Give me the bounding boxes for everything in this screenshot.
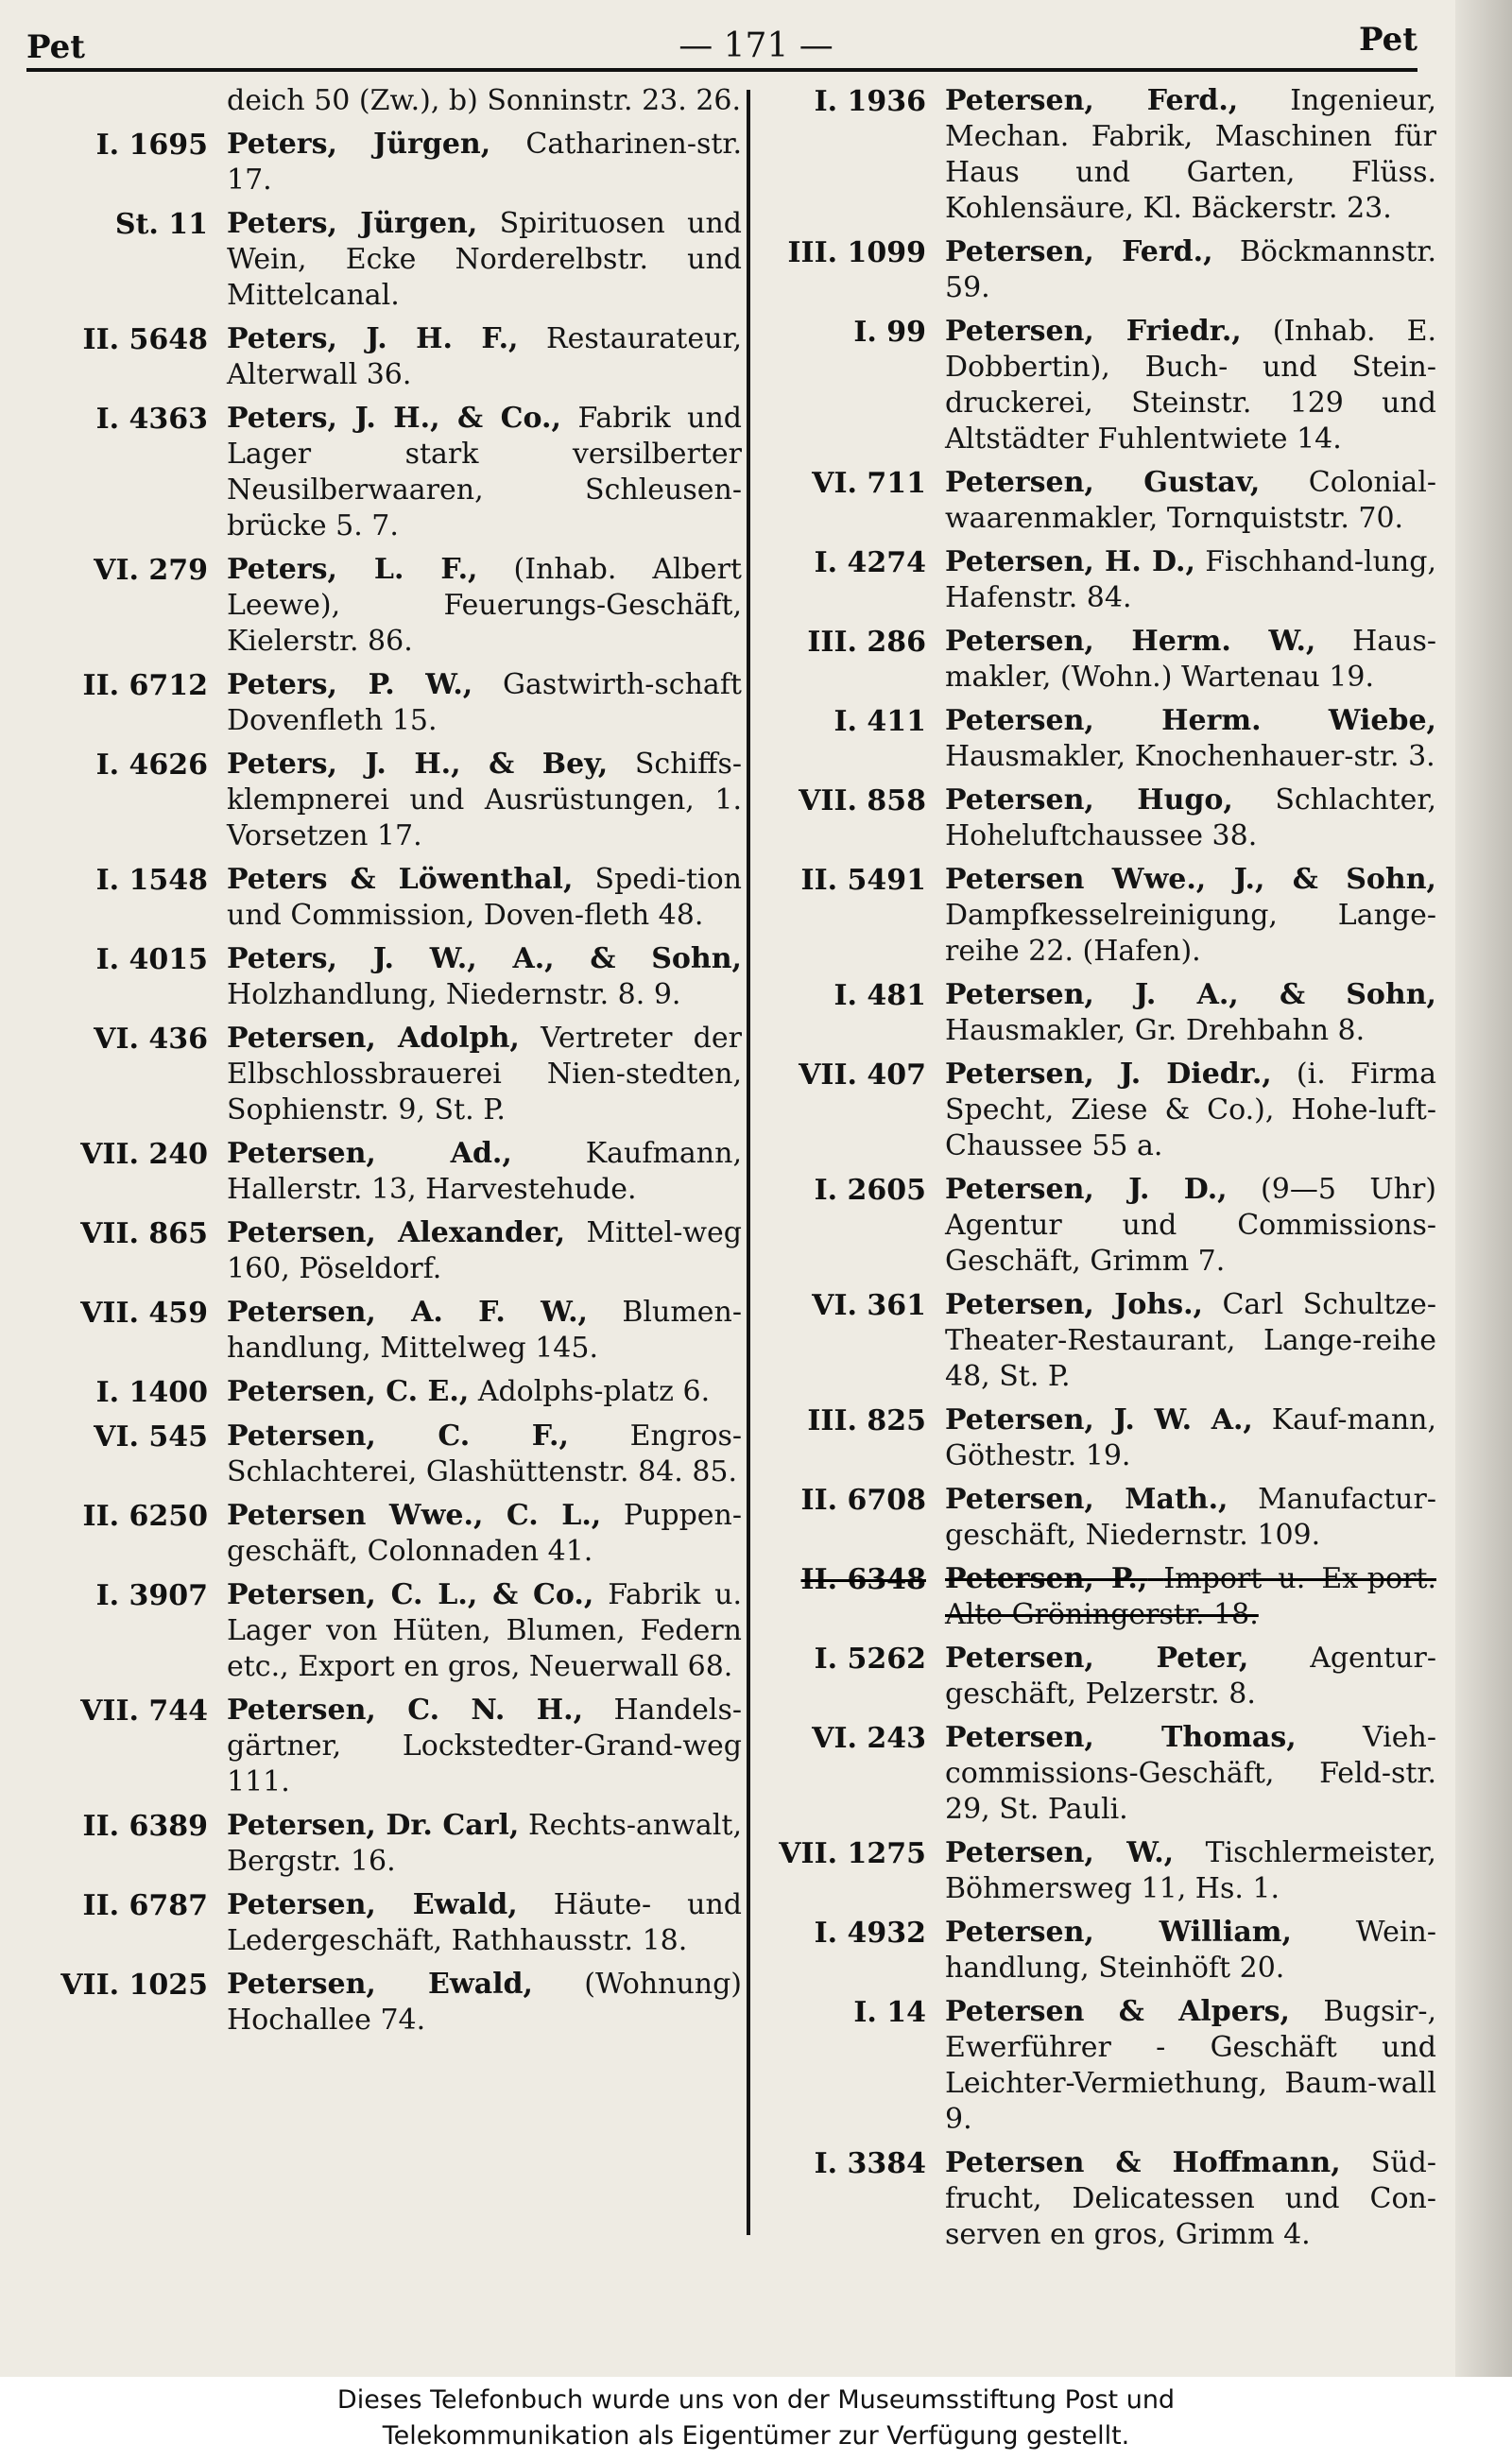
entry-text: [227, 747, 742, 854]
entry-text: [227, 941, 742, 1013]
entry-details: Engros-Schlachterei, Glashüttenstr. 84. 85.: [227, 1419, 742, 1488]
entry-text: [227, 1295, 742, 1367]
entry-text: [945, 1482, 1436, 1554]
entry-text: [945, 703, 1436, 775]
phone-number: VI. 361: [812, 1289, 926, 1322]
directory-entry: [28, 1136, 742, 1208]
entry-name: Petersen, Ad.,: [227, 1137, 512, 1170]
phone-number: I. 411: [833, 705, 926, 738]
entry-text: [227, 321, 742, 393]
phone-number: VII. 240: [80, 1138, 208, 1171]
entry-name: Petersen, Ewald,: [227, 1888, 518, 1921]
phone-number: I. 5262: [814, 1643, 926, 1676]
phone-number: II. 5491: [800, 864, 926, 897]
entry-details: Spedi-tion und Commission, Doven-fleth 48.: [227, 863, 742, 932]
continuation-text: deich 50 (Zw.), b) Sonninstr. 23. 26.: [227, 84, 742, 117]
directory-entry: [28, 1419, 742, 1490]
entry-text: [945, 2145, 1436, 2253]
phone-number: I. 4932: [814, 1917, 926, 1950]
entry-details: Hausmakler, Gr. Drehbahn 8.: [945, 1014, 1366, 1047]
entry-name: Peters, J. W., A., & Sohn,: [227, 942, 742, 975]
directory-entry: [756, 1994, 1436, 2138]
directory-entry: [28, 1295, 742, 1367]
entry-text: [227, 1419, 742, 1490]
entry-details: Schiffs-klempnerei und Ausrüstungen, 1. Vorsetzen 17.: [227, 748, 742, 852]
entry-name: Petersen, Ferd.,: [945, 235, 1213, 268]
directory-entry: [28, 1967, 742, 2039]
entry-text: [227, 1577, 742, 1685]
entry-details: Kauf-mann, Göthestr. 19.: [945, 1403, 1437, 1472]
directory-entry: [28, 1577, 742, 1685]
phone-number: II. 6250: [82, 1500, 208, 1533]
phone-number: I. 3384: [814, 2147, 926, 2180]
entry-text: [945, 1641, 1436, 1712]
entry-name: Petersen Wwe., C. L.,: [227, 1499, 602, 1532]
entry-text: [227, 1136, 742, 1208]
entry-details: Puppen-geschäft, Colonnaden 41.: [227, 1499, 742, 1568]
phone-number: II. 5648: [82, 323, 208, 356]
entry-name: Peters, Jürgen,: [227, 207, 478, 240]
phone-number: II. 6787: [82, 1889, 208, 1922]
entry-details: Gastwirth-schaft Dovenfleth 15.: [227, 668, 742, 737]
directory-entry: [28, 127, 742, 198]
entry-name: Petersen & Hoffmann,: [945, 2146, 1341, 2179]
phone-number: II. 6712: [82, 669, 208, 702]
directory-entry: [756, 83, 1436, 227]
entry-details: Schlachter, Hoheluftchaussee 38.: [945, 783, 1436, 852]
entry-text: [945, 465, 1436, 537]
entry-details: Catharinen-str. 17.: [227, 128, 742, 197]
phone-number: I. 4363: [95, 403, 208, 436]
footer-line-1: Dieses Telefonbuch wurde uns von der Museumsstiftung Post und: [336, 2385, 1176, 2415]
entry-name: Petersen, J. Diedr.,: [945, 1058, 1272, 1091]
entry-details: Mittel-weg 160, Pöseldorf.: [227, 1216, 742, 1285]
directory-entry: [756, 1835, 1436, 1907]
phone-number: I. 1400: [95, 1376, 208, 1409]
directory-entry: [28, 862, 742, 934]
phone-number: VII. 407: [799, 1058, 926, 1092]
entry-details: Fabrik und Lager stark versilberter Neusilberwaaren, Schleusen-brücke 5. 7.: [227, 402, 742, 542]
entry-text: [945, 1057, 1436, 1164]
entry-text: [945, 624, 1436, 696]
directory-entry: [28, 206, 742, 314]
phone-number: III. 286: [807, 626, 926, 659]
left-column: [28, 83, 742, 2046]
entry-name: Petersen, C. F.,: [227, 1419, 569, 1453]
directory-entry: [756, 977, 1436, 1049]
entry-text: [945, 1172, 1436, 1280]
directory-entry: [756, 314, 1436, 457]
entry-text: [227, 667, 742, 739]
directory-entry: [756, 862, 1436, 970]
entry-name: Petersen, Dr. Carl,: [227, 1809, 520, 1842]
entry-details: Wein-handlung, Steinhöft 20.: [945, 1916, 1436, 1985]
entry-name: Peters, J. H. F.,: [227, 322, 519, 355]
entry-text: [945, 1287, 1436, 1395]
entry-text: [227, 1374, 742, 1410]
directory-entry: [28, 1498, 742, 1570]
entry-details: Bugsir-, Ewerführer - Geschäft und Leichter-Vermiethung, Baum-wall 9.: [945, 1995, 1436, 2136]
entry-details: Kaufmann, Hallerstr. 13, Harvestehude.: [227, 1137, 742, 1206]
entry-details: Spirituosen und Wein, Ecke Norderelbstr. und Mittelcanal.: [227, 207, 742, 312]
entry-name: Petersen, A. F. W.,: [227, 1296, 588, 1329]
directory-entry: [28, 941, 742, 1013]
directory-entry: [756, 465, 1436, 537]
entry-name: Peters, J. H., & Bey,: [227, 748, 609, 781]
entry-details: (i. Firma Specht, Ziese & Co.), Hohe-luft-Chaussee 55 a.: [945, 1058, 1436, 1162]
column-divider: [747, 90, 750, 2235]
entry-text: [945, 1720, 1436, 1828]
entry-details: Blumen-handlung, Mittelweg 145.: [227, 1296, 742, 1365]
phone-number: VI. 243: [812, 1722, 926, 1755]
phone-number: III. 1099: [787, 236, 926, 269]
phone-number: II. 6389: [82, 1810, 208, 1843]
entry-details: (9—5 Uhr) Agentur und Commissions-Geschäft, Grimm 7.: [945, 1173, 1436, 1278]
phone-number: I. 14: [853, 1996, 926, 2029]
phone-number: I. 2605: [814, 1174, 926, 1207]
entry-name: Peters, J. H., & Co.,: [227, 402, 561, 435]
footer-line-2: Telekommunikation als Eigentümer zur Verfügung gestellt.: [382, 2421, 1130, 2451]
phone-number: VI. 545: [94, 1420, 208, 1454]
directory-entry: [756, 1915, 1436, 1987]
header-left-keyword: Pet: [26, 28, 85, 66]
footer-notice: [0, 2377, 1512, 2460]
entry-text: [945, 1915, 1436, 1987]
phone-number: II. 6348: [800, 1563, 926, 1596]
directory-entry: [756, 703, 1436, 775]
phone-number: I. 1695: [95, 129, 208, 162]
entry-text: [227, 1887, 742, 1959]
entry-details: Manufactur-geschäft, Niedernstr. 109.: [945, 1483, 1436, 1552]
entry-details: Haus-makler, (Wohn.) Wartenau 19.: [945, 625, 1436, 694]
entry-name: Petersen Wwe., J., & Sohn,: [945, 863, 1436, 896]
directory-entry: [28, 1693, 742, 1800]
directory-entry: [28, 401, 742, 544]
entry-text: [945, 544, 1436, 616]
phone-number: VII. 1025: [60, 1969, 208, 2002]
entry-name: Petersen, Ewald,: [227, 1968, 533, 2001]
entry-details: (Wohnung) Hochallee 74.: [227, 1968, 742, 2037]
entry-details: Hausmakler, Knochenhauer-str. 3.: [945, 740, 1435, 773]
entry-name: Petersen, C. E.,: [227, 1375, 470, 1408]
entry-details: Restaurateur, Alterwall 36.: [227, 322, 742, 391]
entry-name: Petersen, Alexander,: [227, 1216, 566, 1249]
directory-entry: [756, 1720, 1436, 1828]
entry-details: Handels-gärtner, Lockstedter-Grand-weg 111.: [227, 1694, 742, 1798]
directory-entry: [28, 1021, 742, 1128]
directory-entry: [28, 667, 742, 739]
entry-name: Peters, L. F.,: [227, 553, 478, 586]
directory-entry: [28, 552, 742, 660]
entry-text: [227, 206, 742, 314]
entry-text: [227, 401, 742, 544]
entry-name: Petersen, J. W. A.,: [945, 1403, 1253, 1436]
entry-name: Petersen, Herm. W.,: [945, 625, 1316, 658]
entry-text: [227, 1498, 742, 1570]
entry-name: Peters, Jürgen,: [227, 128, 491, 161]
entry-text: [227, 552, 742, 660]
phone-number: I. 4015: [95, 943, 208, 976]
header-right-keyword: Pet: [1359, 21, 1418, 59]
entry-name: Petersen, Friedr.,: [945, 315, 1242, 348]
directory-entry: [28, 1215, 742, 1287]
directory-entry: [756, 1057, 1436, 1164]
entry-name: Petersen, Ferd.,: [945, 84, 1239, 117]
entry-text: [945, 314, 1436, 457]
entry-name: Petersen, J. A., & Sohn,: [945, 978, 1436, 1011]
phone-number: St. 11: [114, 208, 208, 241]
entry-details: Colonial-waarenmakler, Tornquiststr. 70.: [945, 466, 1436, 535]
phone-number: I. 3907: [95, 1579, 208, 1612]
entry-name: Peters, P. W.,: [227, 668, 473, 701]
phone-number: I. 481: [833, 979, 926, 1012]
entry-name: Petersen & Alpers,: [945, 1995, 1290, 2028]
page-number: — 171 —: [679, 26, 833, 65]
entry-name: Petersen, Gustav,: [945, 466, 1261, 499]
entry-text: [227, 1215, 742, 1287]
directory-entry: [756, 1287, 1436, 1395]
entry-name: Petersen, Johs.,: [945, 1288, 1203, 1321]
phone-number: II. 6708: [800, 1484, 926, 1517]
entry-name: Petersen, W.,: [945, 1836, 1175, 1869]
page-edge-shadow: [1455, 0, 1512, 2377]
entry-details: Dampfkesselreinigung, Lange-reihe 22. (Hafen).: [945, 899, 1436, 968]
directory-entry: [756, 234, 1436, 306]
phone-number: I. 1548: [95, 864, 208, 897]
directory-entry: [756, 783, 1436, 854]
entry-details: Häute- und Ledergeschäft, Rathhausstr. 18.: [227, 1888, 742, 1957]
phone-number: VI. 436: [94, 1023, 208, 1056]
entry-text: [227, 1808, 742, 1880]
directory-entry: [28, 1887, 742, 1959]
entry-details: Import u. Ex-port. Alte Gröningerstr. 18.: [945, 1562, 1436, 1631]
directory-entry: [28, 321, 742, 393]
entry-name: Petersen, Thomas,: [945, 1721, 1297, 1754]
directory-entry: [28, 1374, 742, 1411]
entry-text: [227, 1021, 742, 1128]
entry-name: Petersen, C. L., & Co.,: [227, 1578, 594, 1611]
directory-entry: [28, 1808, 742, 1880]
entry-text: [945, 234, 1436, 306]
right-column: [756, 83, 1436, 2261]
phone-number: I. 4626: [95, 748, 208, 782]
directory-entry: [756, 1402, 1436, 1474]
entry-name: Petersen, Adolph,: [227, 1022, 520, 1055]
directory-entry: [756, 1641, 1436, 1712]
entry-details: Ingenieur, Mechan. Fabrik, Maschinen für Haus und Garten, Flüss. Kohlensäure, Kl. Bäckerstr. 23.: [945, 84, 1436, 225]
entry-name: Petersen, P.,: [945, 1562, 1148, 1595]
entry-text: [227, 127, 742, 198]
entry-name: Petersen, William,: [945, 1916, 1292, 1949]
entry-details: Vertreter der Elbschlossbrauerei Nien-stedten, Sophienstr. 9, St. P.: [227, 1022, 742, 1127]
phone-number: VII. 865: [80, 1217, 208, 1250]
entry-details: Vieh-commissions-Geschäft, Feld-str. 29, St. Pauli.: [945, 1721, 1436, 1826]
entry-details: Holzhandlung, Niedernstr. 8. 9.: [227, 978, 681, 1011]
entry-text: [945, 1402, 1436, 1474]
directory-entry: [756, 624, 1436, 696]
entry-text: [945, 1561, 1436, 1633]
entry-name: Petersen, Hugo,: [945, 783, 1233, 817]
entry-details: Fabrik u. Lager von Hüten, Blumen, Federn etc., Export en gros, Neuerwall 68.: [227, 1578, 742, 1683]
entry-text: [227, 1693, 742, 1800]
header-rule: [26, 68, 1418, 72]
entry-name: Petersen, Math.,: [945, 1483, 1228, 1516]
entry-details: Süd-frucht, Delicatessen und Con-serven en gros, Grimm 4.: [945, 2146, 1436, 2251]
entry-text: [945, 83, 1436, 227]
entry-text: [945, 862, 1436, 970]
entry-text: [227, 1967, 742, 2039]
phone-number: VI. 711: [812, 467, 926, 500]
entry-details: (Inhab. E. Dobbertin), Buch- und Stein-druckerei, Steinstr. 129 und Altstädter Fuhlentwiete 14.: [945, 315, 1436, 456]
entry-name: Petersen, Herm. Wiebe,: [945, 704, 1436, 737]
entry-text: [945, 1835, 1436, 1907]
entry-details: Böckmannstr. 59.: [945, 235, 1436, 304]
entry-text: [945, 977, 1436, 1049]
entry-name: Petersen, C. N. H.,: [227, 1694, 584, 1727]
entry-details: Carl Schultze-Theater-Restaurant, Lange-reihe 48, St. P.: [945, 1288, 1437, 1393]
phone-number: VII. 744: [80, 1694, 208, 1728]
directory-entry: [756, 1561, 1436, 1633]
entry-details: Tischlermeister, Böhmersweg 11, Hs. 1.: [945, 1836, 1436, 1905]
directory-entry: [756, 544, 1436, 616]
entry-text: [945, 783, 1436, 854]
entry-name: Petersen, J. D.,: [945, 1173, 1228, 1206]
entry-details: (Inhab. Albert Leewe), Feuerungs-Geschäft, Kielerstr. 86.: [227, 553, 742, 658]
entry-text: [945, 1994, 1436, 2138]
entry-name: Petersen, H. D.,: [945, 545, 1195, 578]
entry-details: Rechts-anwalt, Bergstr. 16.: [227, 1809, 742, 1878]
entry-name: Peters & Löwenthal,: [227, 863, 574, 896]
entry-details: Agentur-geschäft, Pelzerstr. 8.: [945, 1642, 1436, 1711]
entry-details: Fischhand-lung, Hafenstr. 84.: [945, 545, 1436, 614]
phone-number: VI. 279: [94, 554, 208, 587]
phone-number: I. 1936: [814, 85, 926, 118]
phone-number: I. 99: [853, 316, 926, 349]
directory-entry: [28, 747, 742, 854]
directory-entry: [756, 1172, 1436, 1280]
entry-name: Petersen, Peter,: [945, 1642, 1249, 1675]
entry-details: Adolphs-platz 6.: [477, 1375, 711, 1408]
directory-entry: [756, 2145, 1436, 2253]
phone-number: I. 4274: [814, 546, 926, 579]
entry-text: [227, 862, 742, 934]
directory-entry: [756, 1482, 1436, 1554]
phone-number: VII. 1275: [779, 1837, 926, 1870]
phone-number: III. 825: [807, 1404, 926, 1437]
phone-number: VII. 858: [799, 784, 926, 817]
phone-number: VII. 459: [80, 1297, 208, 1330]
